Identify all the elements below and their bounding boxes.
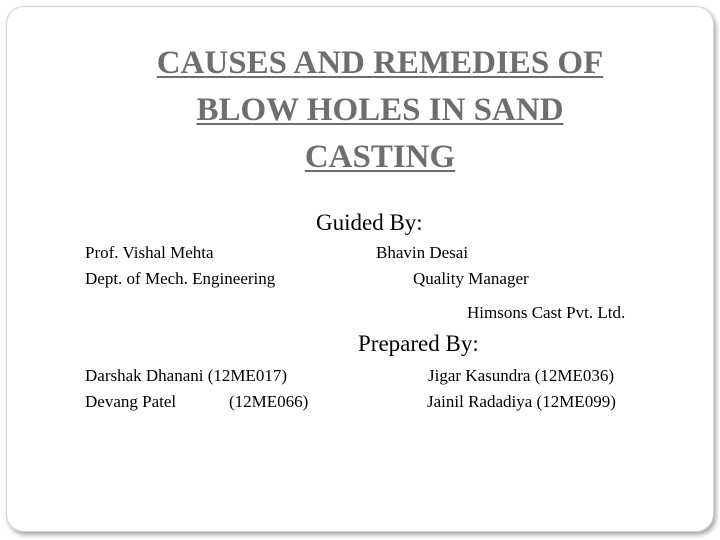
guide1-dept: Dept. of Mech. Engineering bbox=[85, 269, 276, 288]
guided-by-heading: Guided By: bbox=[316, 210, 423, 235]
guide2-name: Bhavin Desai bbox=[376, 243, 469, 262]
guide2-company: Himsons Cast Pvt. Ltd. bbox=[467, 303, 626, 322]
student-3: Jigar Kasundra (12ME036) bbox=[428, 366, 615, 385]
student-2-id: (12ME066) bbox=[229, 392, 309, 411]
slide-title bbox=[60, 40, 700, 181]
title-line-3: CASTING bbox=[304, 139, 456, 175]
student-1: Darshak Dhanani (12ME017) bbox=[85, 366, 288, 385]
title-line-2: BLOW HOLES IN SAND bbox=[196, 92, 564, 128]
guide2-role: Quality Manager bbox=[413, 269, 529, 288]
student-4: Jainil Radadiya (12ME099) bbox=[427, 392, 616, 411]
prepared-by-heading: Prepared By: bbox=[358, 331, 479, 356]
guide1-name: Prof. Vishal Mehta bbox=[85, 243, 214, 262]
student-2-name: Devang Patel bbox=[85, 392, 177, 411]
title-line-1: CAUSES AND REMEDIES OF bbox=[156, 45, 604, 81]
